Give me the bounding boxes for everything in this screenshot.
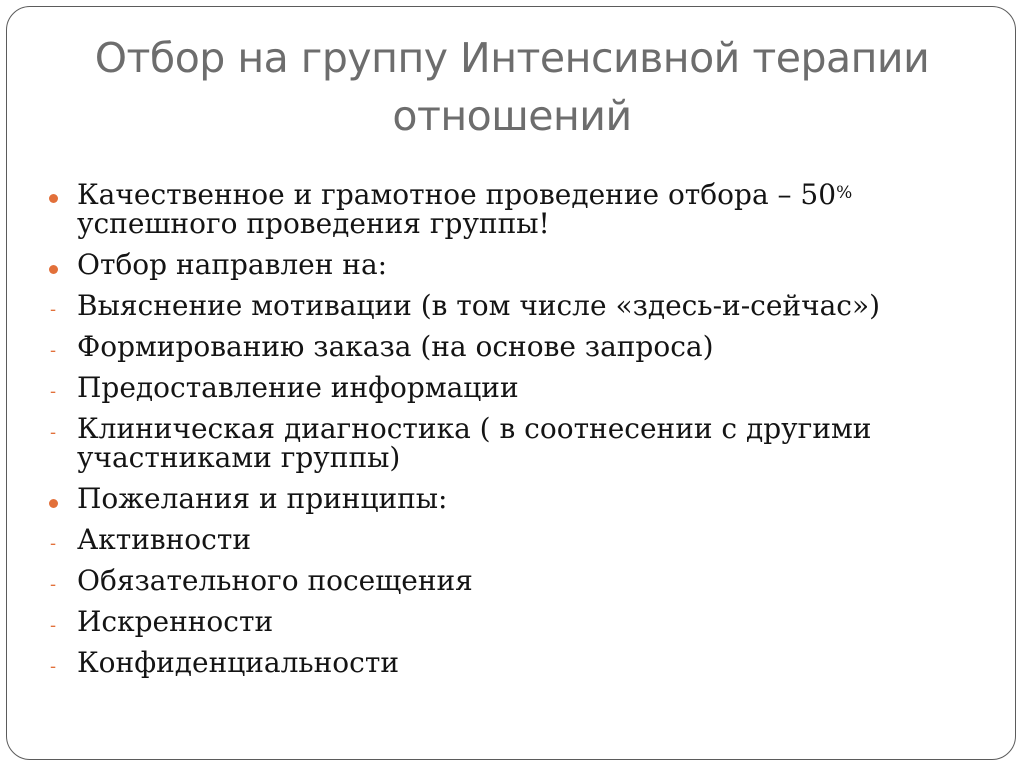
list-item-6 bbox=[43, 414, 973, 472]
list-item-1 bbox=[43, 179, 973, 238]
item-text: Формированию заказа (на основе запроса) bbox=[77, 330, 714, 363]
dash-icon: - bbox=[49, 656, 57, 677]
item-text: Качественное и грамотное проведение отбора – 50 bbox=[77, 178, 837, 211]
list-item-10 bbox=[43, 607, 973, 636]
dash-icon: - bbox=[49, 381, 57, 402]
bullet-icon bbox=[43, 250, 63, 279]
bullet-icon bbox=[43, 179, 63, 208]
item-text: Пожелания и принципы: bbox=[77, 482, 448, 515]
dash-icon: - bbox=[49, 533, 57, 554]
dash-icon: - bbox=[49, 299, 57, 320]
slide-title: Отбор на группу Интенсивной терапии отношений bbox=[94, 34, 930, 140]
item-text: Выяснение мотивации (в том числе «здесь-и-сейчас») bbox=[77, 289, 881, 322]
item-text: Конфиденциальности bbox=[77, 646, 399, 679]
item-text: Отбор направлен на: bbox=[77, 248, 388, 281]
item-text: Предоставление информации bbox=[77, 371, 519, 404]
list-item-3 bbox=[43, 291, 973, 320]
percent-sign: % bbox=[836, 183, 853, 203]
dash-icon: - bbox=[49, 615, 57, 636]
list-item-2 bbox=[43, 250, 973, 279]
dash-icon: - bbox=[49, 574, 57, 595]
bullet-icon bbox=[43, 484, 63, 513]
list-item-11 bbox=[43, 648, 973, 677]
dash-icon: - bbox=[49, 340, 57, 361]
content-list bbox=[43, 179, 973, 689]
list-item-8 bbox=[43, 525, 973, 554]
item-text: Клиническая диагностика ( в соотнесении с другими участниками группы) bbox=[77, 412, 872, 474]
item-text: Искренности bbox=[77, 605, 274, 638]
list-item-4 bbox=[43, 332, 973, 361]
item-text: Активности bbox=[77, 523, 251, 556]
slide-frame bbox=[6, 6, 1016, 760]
item-text-continued: успешного проведения группы! bbox=[77, 207, 550, 240]
item-text: Обязательного посещения bbox=[77, 564, 473, 597]
list-item-7 bbox=[43, 484, 973, 513]
list-item-5 bbox=[43, 373, 973, 402]
dash-icon: - bbox=[49, 422, 57, 443]
list-item-9 bbox=[43, 566, 973, 595]
